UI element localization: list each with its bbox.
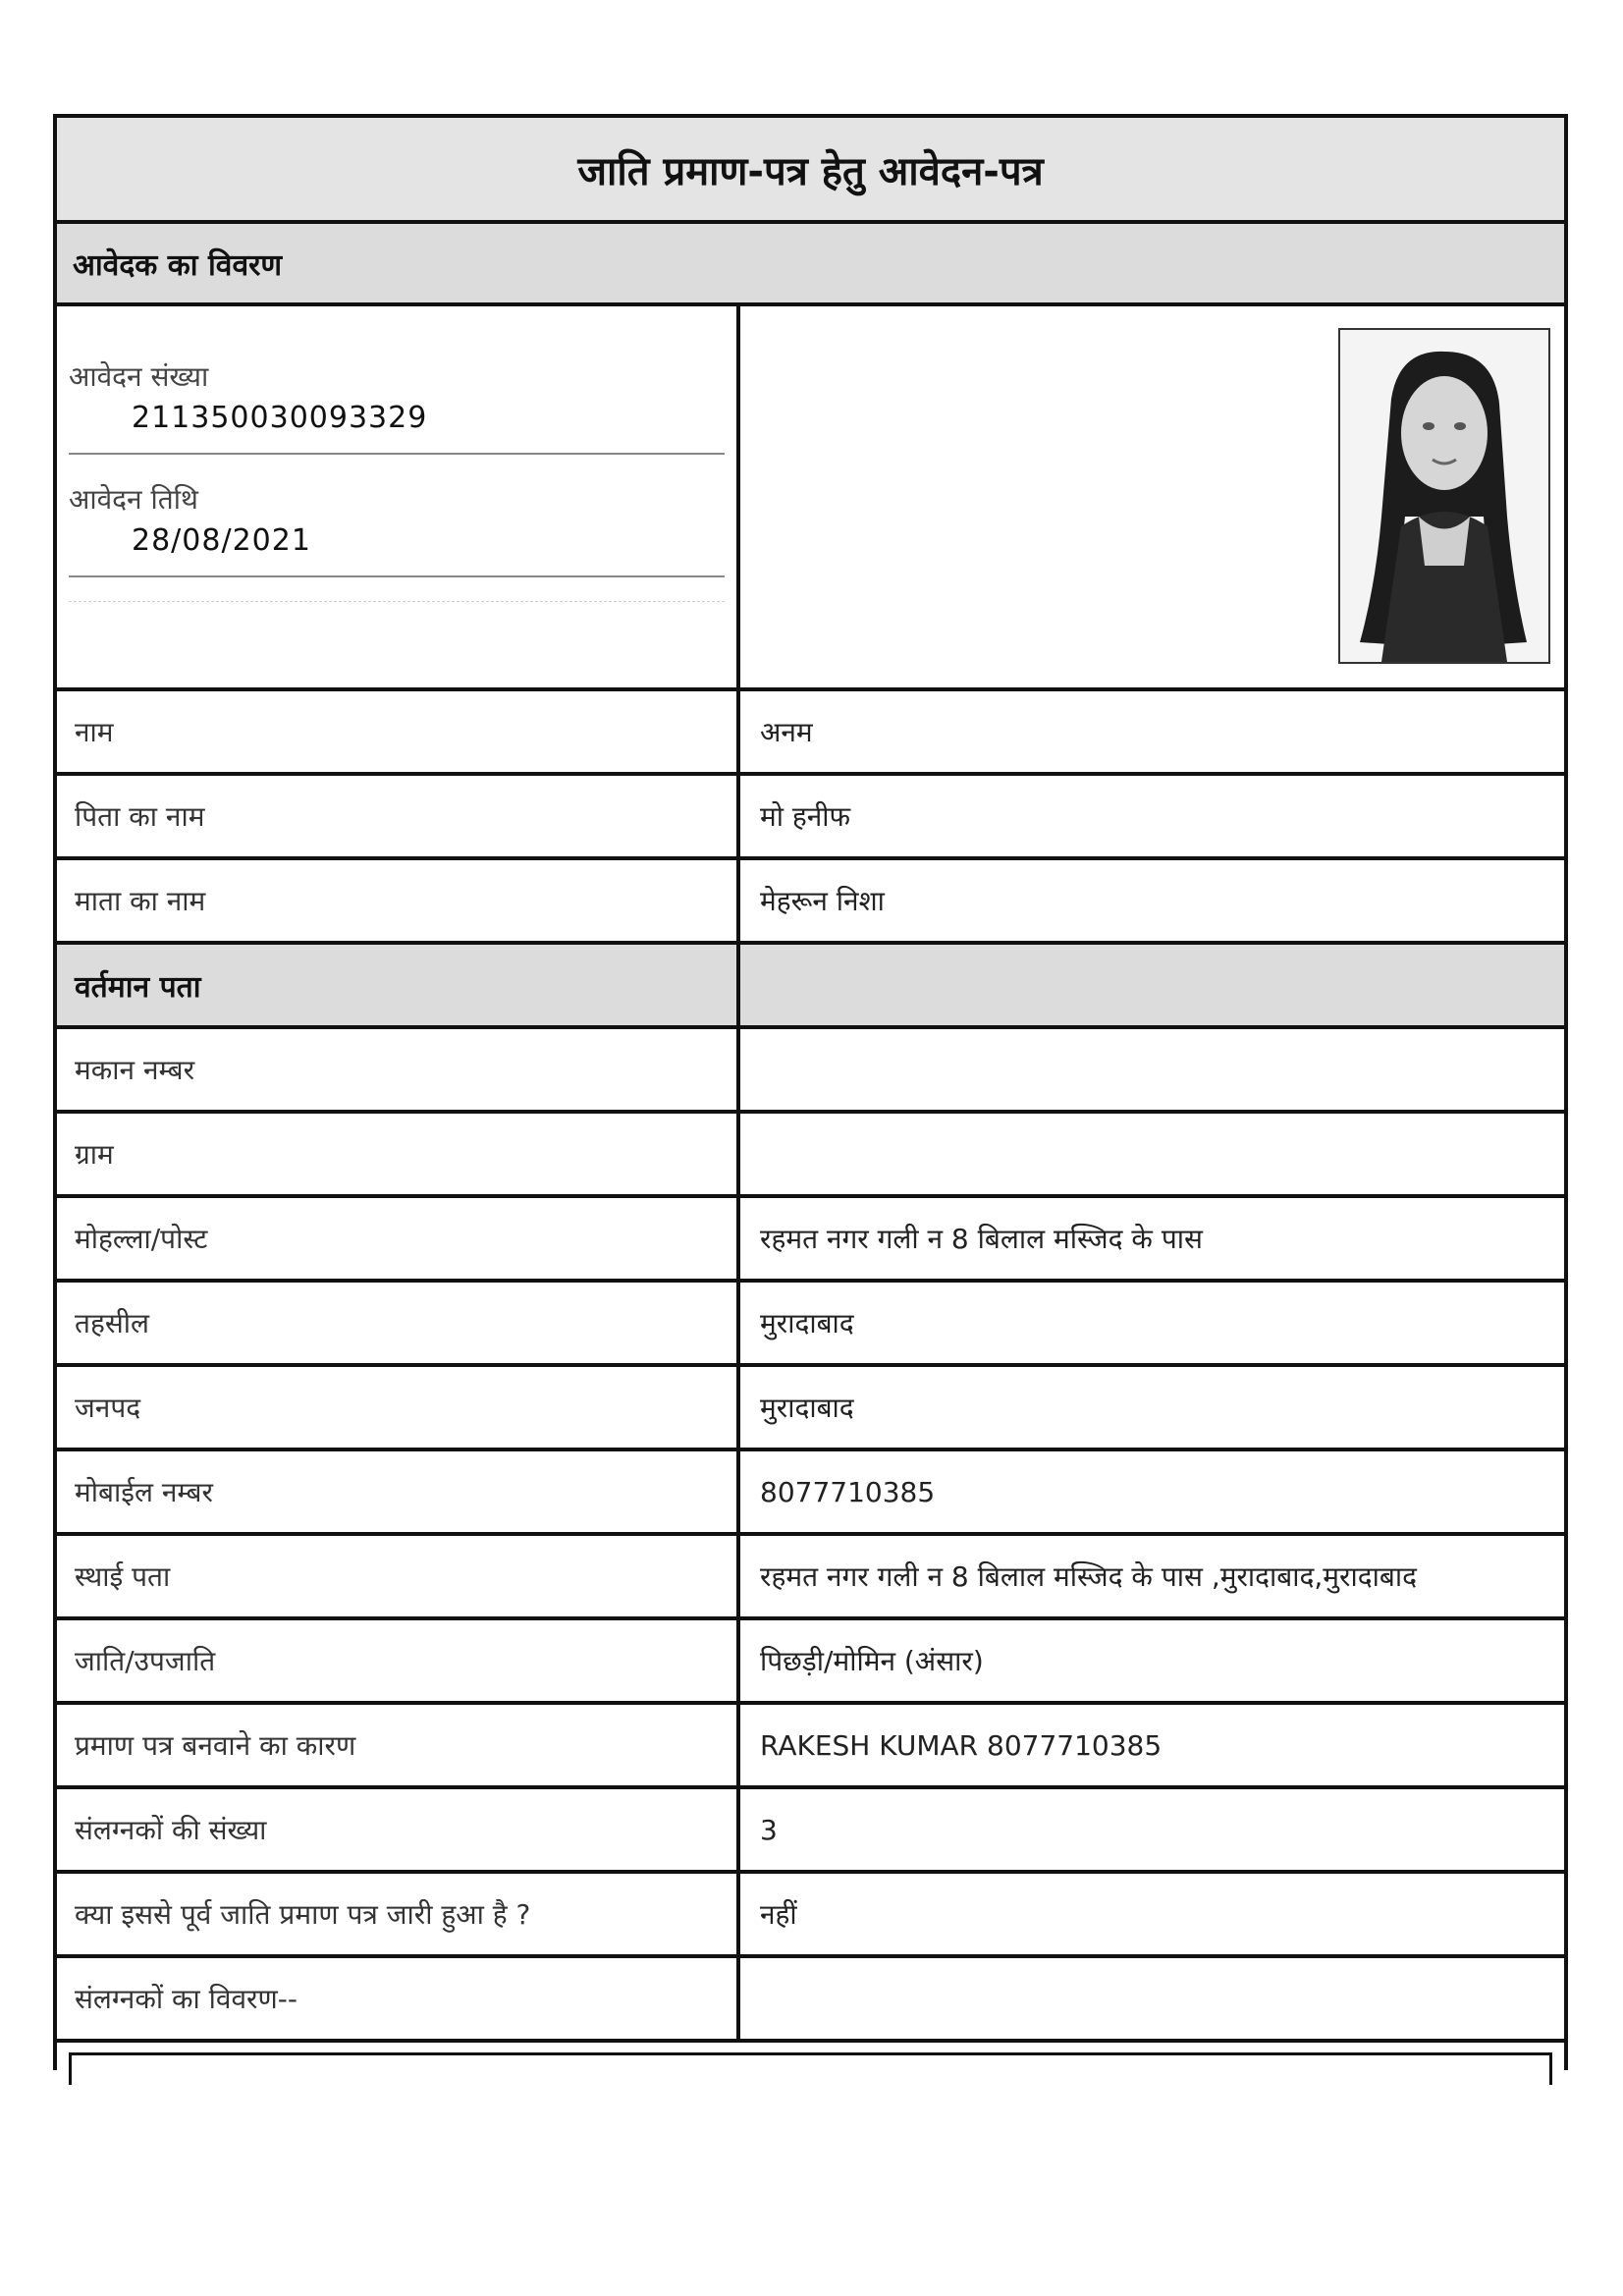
divider xyxy=(69,453,725,455)
field-label: क्या इससे पूर्व जाति प्रमाण पत्र जारी हुआ है ? xyxy=(57,1874,740,1954)
field-value: पिछड़ी/मोमिन (अंसार) xyxy=(760,1645,984,1677)
section-current-address xyxy=(57,945,1564,1029)
field-value: रहमत नगर गली न 8 बिलाल मस्जिद के पास xyxy=(760,1223,1203,1255)
section-applicant-details: आवेदक का विवरण xyxy=(57,224,1564,306)
photo-cell xyxy=(740,306,1564,687)
application-date: 28/08/2021 xyxy=(132,523,311,558)
application-date-label: आवेदन तिथि xyxy=(69,483,198,516)
field-label: प्रमाण पत्र बनवाने का कारण xyxy=(57,1705,740,1785)
row-tehsil xyxy=(57,1283,1564,1367)
attachment-table-border xyxy=(69,2052,1552,2085)
person-photo-icon xyxy=(1340,330,1548,662)
divider xyxy=(69,575,725,577)
field-value xyxy=(740,1114,1564,1194)
field-label: तहसील xyxy=(57,1283,740,1363)
field-value: मेहरून निशा xyxy=(760,885,885,917)
row-district xyxy=(57,1367,1564,1451)
application-number: 211350030093329 xyxy=(132,401,428,435)
field-label: मकान नम्बर xyxy=(57,1029,740,1110)
divider xyxy=(69,601,725,602)
field-label: ग्राम xyxy=(57,1114,740,1194)
applicant-photo xyxy=(1338,328,1550,664)
field-label: नाम xyxy=(57,691,740,772)
row-mobile-number xyxy=(57,1451,1564,1536)
field-label: संलग्नकों का विवरण-- xyxy=(57,1958,740,2039)
field-value: 8077710385 xyxy=(760,1475,936,1508)
application-meta xyxy=(57,306,740,687)
field-label: मोहल्ला/पोस्ट xyxy=(57,1198,740,1279)
field-value: मुरादाबाद xyxy=(760,1307,854,1339)
attachment-table-start xyxy=(57,2043,1564,2070)
field-value: RAKESH KUMAR 8077710385 xyxy=(760,1728,1163,1762)
row-attachment-details xyxy=(57,1958,1564,2043)
row-village xyxy=(57,1114,1564,1198)
row-father-name xyxy=(57,776,1564,860)
field-label: स्थाई पता xyxy=(57,1536,740,1616)
field-value xyxy=(740,1958,1564,2039)
field-value: मुरादाबाद xyxy=(760,1392,854,1424)
field-value: अनम xyxy=(760,716,813,748)
row-house-number xyxy=(57,1029,1564,1114)
field-label: जाति/उपजाति xyxy=(57,1620,740,1701)
section-address-title: वर्तमान पता xyxy=(57,945,740,1025)
application-info-block xyxy=(57,306,1564,691)
field-value xyxy=(740,1029,1564,1110)
field-label: पिता का नाम xyxy=(57,776,740,856)
section-address-empty xyxy=(740,945,1564,1025)
row-caste-subcaste xyxy=(57,1620,1564,1705)
row-reason xyxy=(57,1705,1564,1789)
row-previous-certificate xyxy=(57,1874,1564,1958)
field-label: संलग्नकों की संख्या xyxy=(57,1789,740,1870)
field-value: 3 xyxy=(760,1813,778,1846)
field-label: जनपद xyxy=(57,1367,740,1448)
row-name xyxy=(57,691,1564,776)
field-value: रहमत नगर गली न 8 बिलाल मस्जिद के पास ,मुरादाबाद,मुरादाबाद xyxy=(760,1560,1417,1593)
row-mother-name xyxy=(57,860,1564,945)
form-title: जाति प्रमाण-पत्र हेतु आवेदन-पत्र xyxy=(57,118,1564,224)
row-attachment-count xyxy=(57,1789,1564,1874)
field-label: माता का नाम xyxy=(57,860,740,941)
row-permanent-address xyxy=(57,1536,1564,1620)
application-number-label: आवेदन संख्या xyxy=(69,360,209,393)
field-label: मोबाईल नम्बर xyxy=(57,1451,740,1532)
row-locality-post xyxy=(57,1198,1564,1283)
field-value: मो हनीफ xyxy=(760,800,851,833)
caste-certificate-form xyxy=(53,114,1568,2070)
field-value: नहीं xyxy=(760,1898,797,1931)
